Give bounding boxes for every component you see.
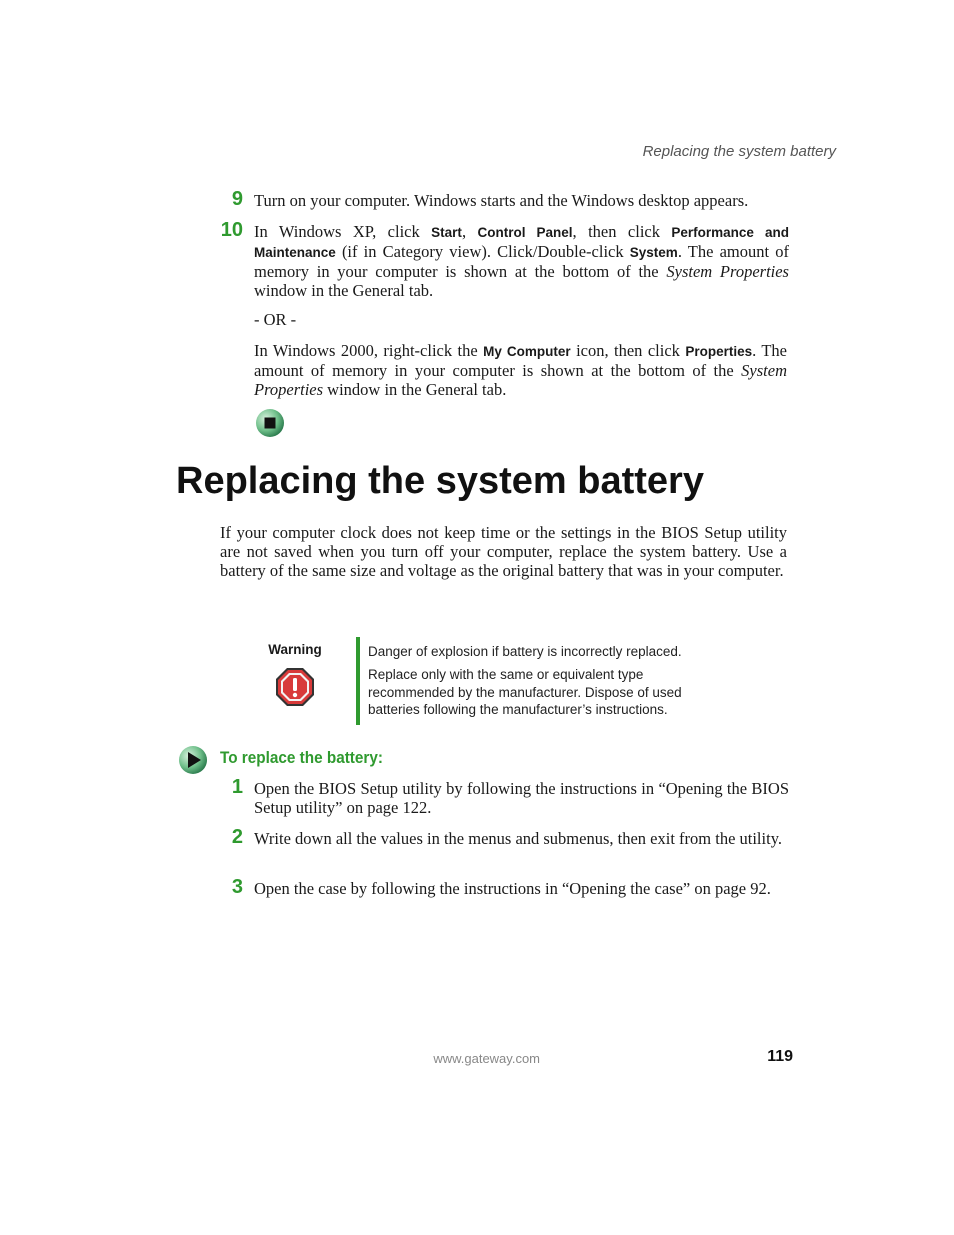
stop-square-icon xyxy=(255,408,285,438)
warning-text-line1: Danger of explosion if battery is incorrectly replaced. xyxy=(368,644,682,659)
step-text: Open the case by following the instructions in “Opening the case” on page 92. xyxy=(254,879,771,898)
intro-paragraph: If your computer clock does not keep time or the settings in the BIOS Setup utility are not saved when you turn off your computer, replace the system battery. Use a battery of the same size and voltage as the original battery that was in your computer. xyxy=(220,523,787,580)
running-head: Replacing the system battery xyxy=(642,143,836,160)
step-text: Open the BIOS Setup utility by following the instructions in “Opening the BIOS Setup utility” on page 122. xyxy=(254,779,789,817)
step-number: 3 xyxy=(231,876,243,898)
section-heading: Replacing the system battery xyxy=(176,460,704,502)
step-text: Write down all the values in the menus and submenus, then exit from the utility. xyxy=(254,829,782,848)
ui-term-system-properties: System Properties xyxy=(666,262,789,281)
step-number: 10 xyxy=(220,219,243,241)
step-number: 9 xyxy=(231,188,243,210)
ui-term-properties: Properties xyxy=(685,344,753,359)
warning-divider xyxy=(356,637,360,725)
arrow-play-icon xyxy=(178,745,208,775)
text-run: window in the General tab. xyxy=(323,380,507,399)
step-number: 2 xyxy=(231,826,243,848)
warning-label: Warning xyxy=(268,642,322,657)
ui-term-performance: Performance and Maintenance xyxy=(254,225,789,260)
text-run: (if in Category view). Click/Double-click xyxy=(335,242,630,261)
step-text: Turn on your computer. Windows starts and the Windows desktop appears. xyxy=(254,191,749,210)
ui-term-start: Start xyxy=(431,225,462,240)
procedure-title: To replace the battery: xyxy=(220,748,383,767)
warning-octagon-icon xyxy=(274,666,316,708)
page-number: 119 xyxy=(767,1048,793,1065)
ui-term-control-panel: Control Panel xyxy=(477,225,573,240)
text-run: In Windows XP, click xyxy=(254,222,432,241)
ui-term-system: System xyxy=(629,245,678,260)
warning-text-line2: Replace only with the same or equivalent type recommended by the manufacturer. Dispose of used batteries following the manufacturer’s instructions. xyxy=(368,667,682,717)
step-text xyxy=(254,341,787,399)
footer-url: www.gateway.com xyxy=(433,1051,540,1066)
text-run: , xyxy=(461,222,478,241)
text-run: In Windows 2000, right-click the xyxy=(254,341,484,360)
text-run: icon, then click xyxy=(570,341,686,360)
step-text xyxy=(254,222,789,300)
or-separator: - OR - xyxy=(254,310,297,329)
text-run: , then click xyxy=(572,222,672,241)
ui-term-my-computer: My Computer xyxy=(483,344,571,359)
text-run: . The amount of memory in your computer is shown at the bottom of the xyxy=(254,242,789,281)
ui-term-system-properties: System Properties xyxy=(254,361,787,399)
text-run: . The amount of memory in your computer is shown at the bottom of the xyxy=(254,341,787,380)
text-run: window in the General tab. xyxy=(254,281,434,300)
step-number: 1 xyxy=(231,776,243,798)
